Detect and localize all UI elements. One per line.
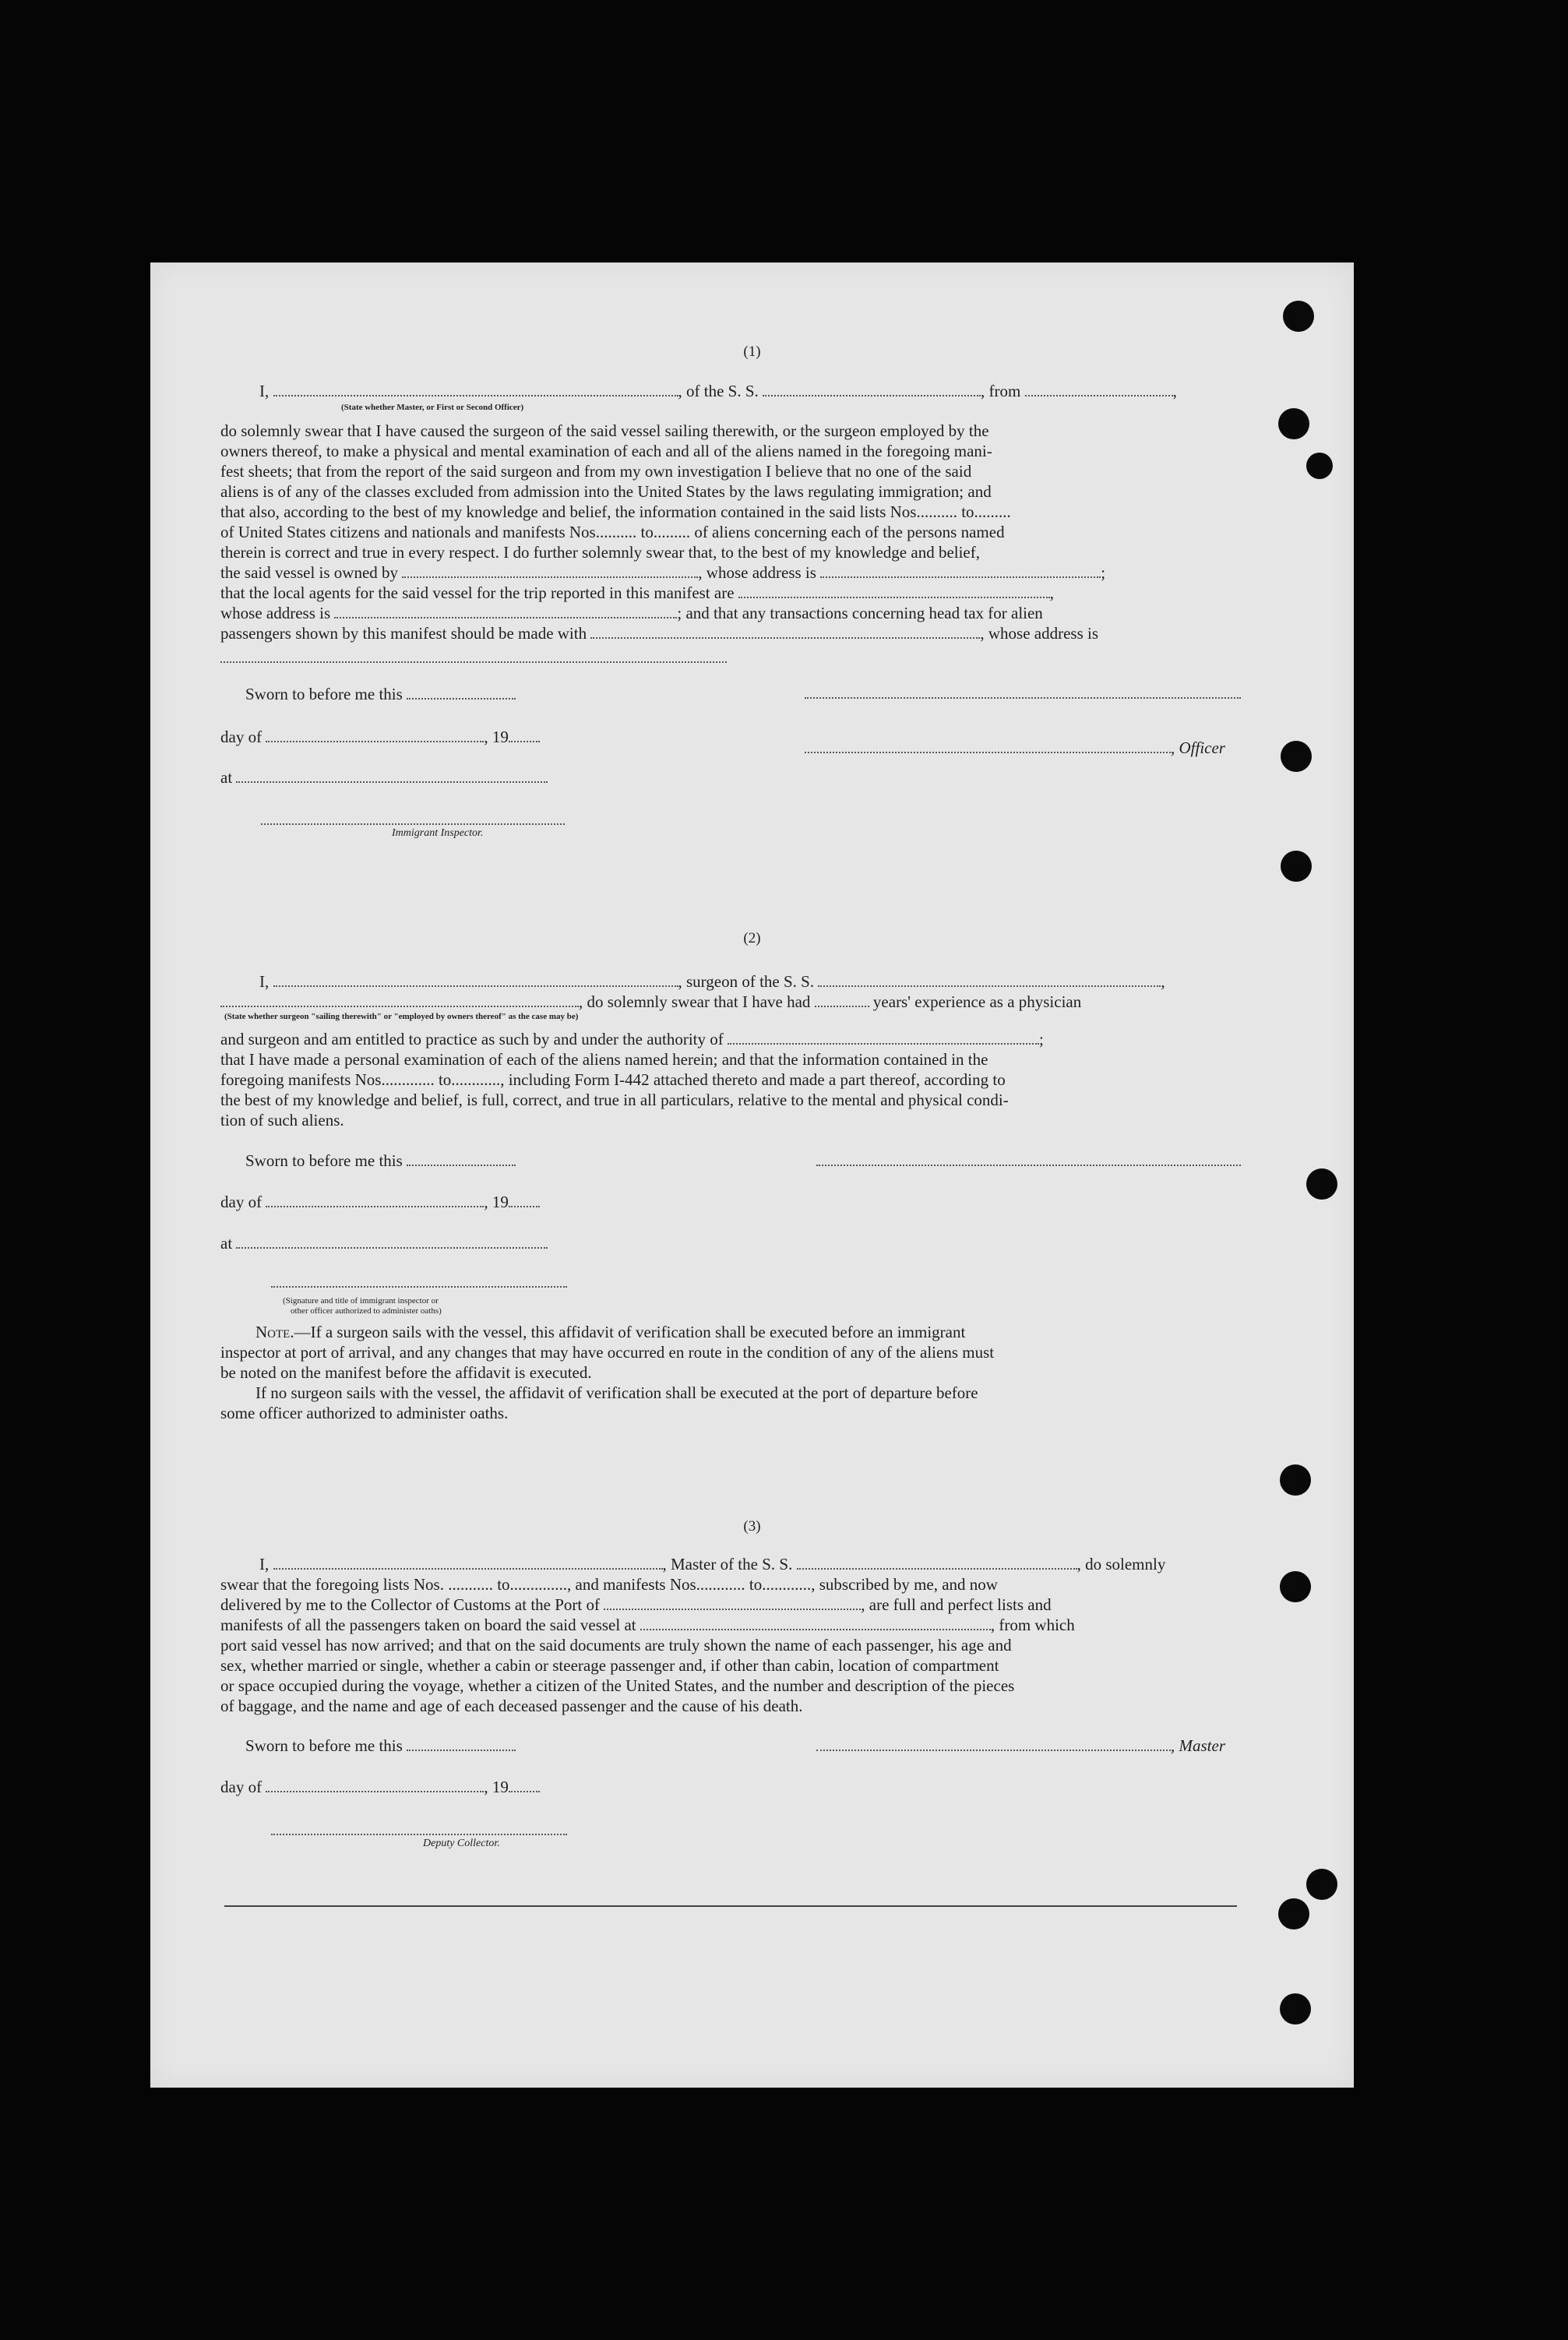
binder-hole (1281, 851, 1312, 882)
officer-rank-caption: (State whether Master, or First or Second Officer) (341, 403, 524, 412)
port-field[interactable] (604, 1598, 861, 1610)
binder-hole (1278, 1898, 1309, 1929)
day-of-field[interactable] (266, 1780, 484, 1792)
inspector-caption: Immigrant Inspector. (392, 827, 484, 839)
binder-hole (1306, 1168, 1337, 1200)
surgeon-vessel-field[interactable] (818, 974, 1161, 987)
section-2-second-line: , do solemnly swear that I have had years' experience as a physician (220, 992, 1233, 1012)
section-1-day-of: day of , 19 (220, 727, 1233, 747)
address-continuation-line[interactable] (220, 660, 727, 663)
section-2-sworn: Sworn to before me this (245, 1151, 1258, 1171)
master-vessel-field[interactable] (797, 1557, 1077, 1570)
from-port-field[interactable] (1025, 384, 1173, 396)
at-place-field[interactable] (236, 1236, 548, 1249)
section-3-oath-text: swear that the foregoing lists Nos. ........... to.............., and manifests Nos............ to............, subscribed by me, and now delivered by me to the Collector of Customs at the Port of , are full and perfect lists and manifests of all the passengers taken on board the said vessel at , from which port said vessel has now arrived; and that on the said documents are truly shown the name of each passenger, his age and sex, whether married or single, whether a cabin or steerage passenger and, if other than cabin, location of compartment or space occupied during the voyage, whether a citizen of the United States, and the number and description of the pieces of baggage, and the name and age of each deceased passenger and the cause of his death. (220, 1575, 1075, 1715)
binder-hole (1278, 408, 1309, 439)
year-field[interactable] (509, 730, 540, 742)
section-2-note: Note.—If a surgeon sails with the vessel, this affidavit of verification shall be executed before an immigrant inspector at port of arrival, and any changes that may have occurred en route in the condition of any of the aliens must be noted on the manifest before the affidavit is executed. If no surgeon sails with the vessel, the affidavit of verification shall be executed at the port of departure before some officer authorized to administer oaths. (220, 1323, 995, 1422)
binder-hole (1280, 1993, 1311, 2025)
year-field[interactable] (509, 1780, 540, 1792)
section-3-sworn: Sworn to before me this (245, 1736, 1258, 1756)
binder-hole (1306, 453, 1333, 479)
manifest-verification-sheet (150, 263, 1354, 2088)
inspector-signature-line[interactable] (271, 1285, 567, 1288)
bottom-rule (224, 1905, 1237, 1907)
surgeon-status-caption: (State whether surgeon "sailing therewith" or "employed by owners thereof" as the case may be) (224, 1012, 579, 1021)
binder-hole (1280, 1464, 1311, 1496)
deputy-caption: Deputy Collector. (423, 1838, 500, 1849)
year-field[interactable] (509, 1195, 540, 1207)
section-1-first-line: I, , of the S. S. , from , (259, 382, 1177, 400)
binder-hole (1283, 301, 1314, 332)
officer-signature-top-line[interactable] (805, 696, 1241, 699)
section-2-oath-text: and surgeon and am entitled to practice as such by and under the authority of ; that I have made a personal examination of each of the aliens named herein; and that the information contained in the foregoing manifests Nos............. to............, including Form I-442 attached thereto and made a part thereof, according to the best of my knowledge and belief, is full, correct, and true in all particulars, relative to the mental and physical condi- tion of such aliens. (220, 1030, 1044, 1129)
officer-name-field[interactable] (273, 384, 678, 396)
sworn-date-field[interactable] (407, 1154, 516, 1166)
section-1-sworn: Sworn to before me this (245, 684, 1258, 704)
local-agents-field[interactable] (738, 586, 1050, 598)
surgeon-status-field[interactable] (220, 995, 579, 1007)
section-1-number: (1) (743, 344, 761, 360)
vessel-name-field[interactable] (763, 384, 981, 396)
authority-field[interactable] (728, 1032, 1039, 1045)
day-of-field[interactable] (266, 1195, 484, 1207)
officer-signature-field[interactable] (805, 741, 1171, 753)
master-signature: , Master (816, 1736, 1241, 1756)
surgeon-name-field[interactable] (273, 974, 678, 987)
binder-hole (1281, 741, 1312, 772)
binder-hole (1306, 1869, 1337, 1900)
section-2-at: at (220, 1233, 1233, 1253)
section-3-first-line: I, , Master of the S. S. , do solemnly (259, 1555, 1166, 1574)
inspector-signature-line[interactable] (261, 822, 565, 825)
sworn-date-field[interactable] (407, 1739, 516, 1751)
at-place-field[interactable] (236, 770, 548, 783)
section-1-oath-text: do solemnly swear that I have caused the surgeon of the said vessel sailing therewith, or the surgeon employed by the owners thereof, to make a physical and mental examination of each and all of the aliens named in the foregoing mani- fest sheets; that from the report of the said surgeon and from my own investigation I believe that no one of the said aliens is of any of the classes excluded from admission into the United States by the laws regulating immigration; and that also, according to the best of my knowledge and belief, the information contained in the said lists Nos.......... to......... of United States citizens and nationals and manifests Nos.......... to......... of aliens concerning each of the persons named therein is correct and true in every respect. I do further solemnly swear that, to the best of my knowledge and belief, the said vessel is owned by , whose address is ; that the local agents for the said vessel for the trip reported in this manifest are , whose address is ; and that any transactions concerning head tax for alien passengers shown by this manifest should be made with , whose address is (220, 421, 1106, 643)
master-name-field[interactable] (273, 1557, 663, 1570)
signature-caption-1: (Signature and title of immigrant inspector or (283, 1296, 439, 1306)
officer-signature: , Officer (805, 738, 1241, 758)
signature-caption-2: other officer authorized to administer oaths) (291, 1306, 442, 1316)
binder-hole (1280, 1571, 1311, 1602)
deputy-signature-line[interactable] (271, 1832, 567, 1835)
surgeon-signature-line[interactable] (816, 1163, 1241, 1166)
section-2-number: (2) (743, 930, 761, 946)
day-of-field[interactable] (266, 730, 484, 742)
owner-address-field[interactable] (820, 566, 1101, 578)
section-2-day-of: day of , 19 (220, 1192, 1233, 1212)
section-1-at: at (220, 767, 1233, 788)
section-3-number: (3) (743, 1518, 761, 1535)
owner-field[interactable] (402, 566, 698, 578)
master-signature-field[interactable] (816, 1739, 1171, 1751)
section-3-day-of: day of , 19 (220, 1777, 1233, 1797)
years-experience-field[interactable] (815, 995, 869, 1007)
embark-port-field[interactable] (640, 1618, 991, 1630)
sworn-date-field[interactable] (407, 687, 516, 700)
head-tax-party-field[interactable] (590, 626, 980, 639)
agents-address-field[interactable] (334, 606, 677, 618)
section-2-first-line: I, , surgeon of the S. S. , (259, 972, 1165, 991)
